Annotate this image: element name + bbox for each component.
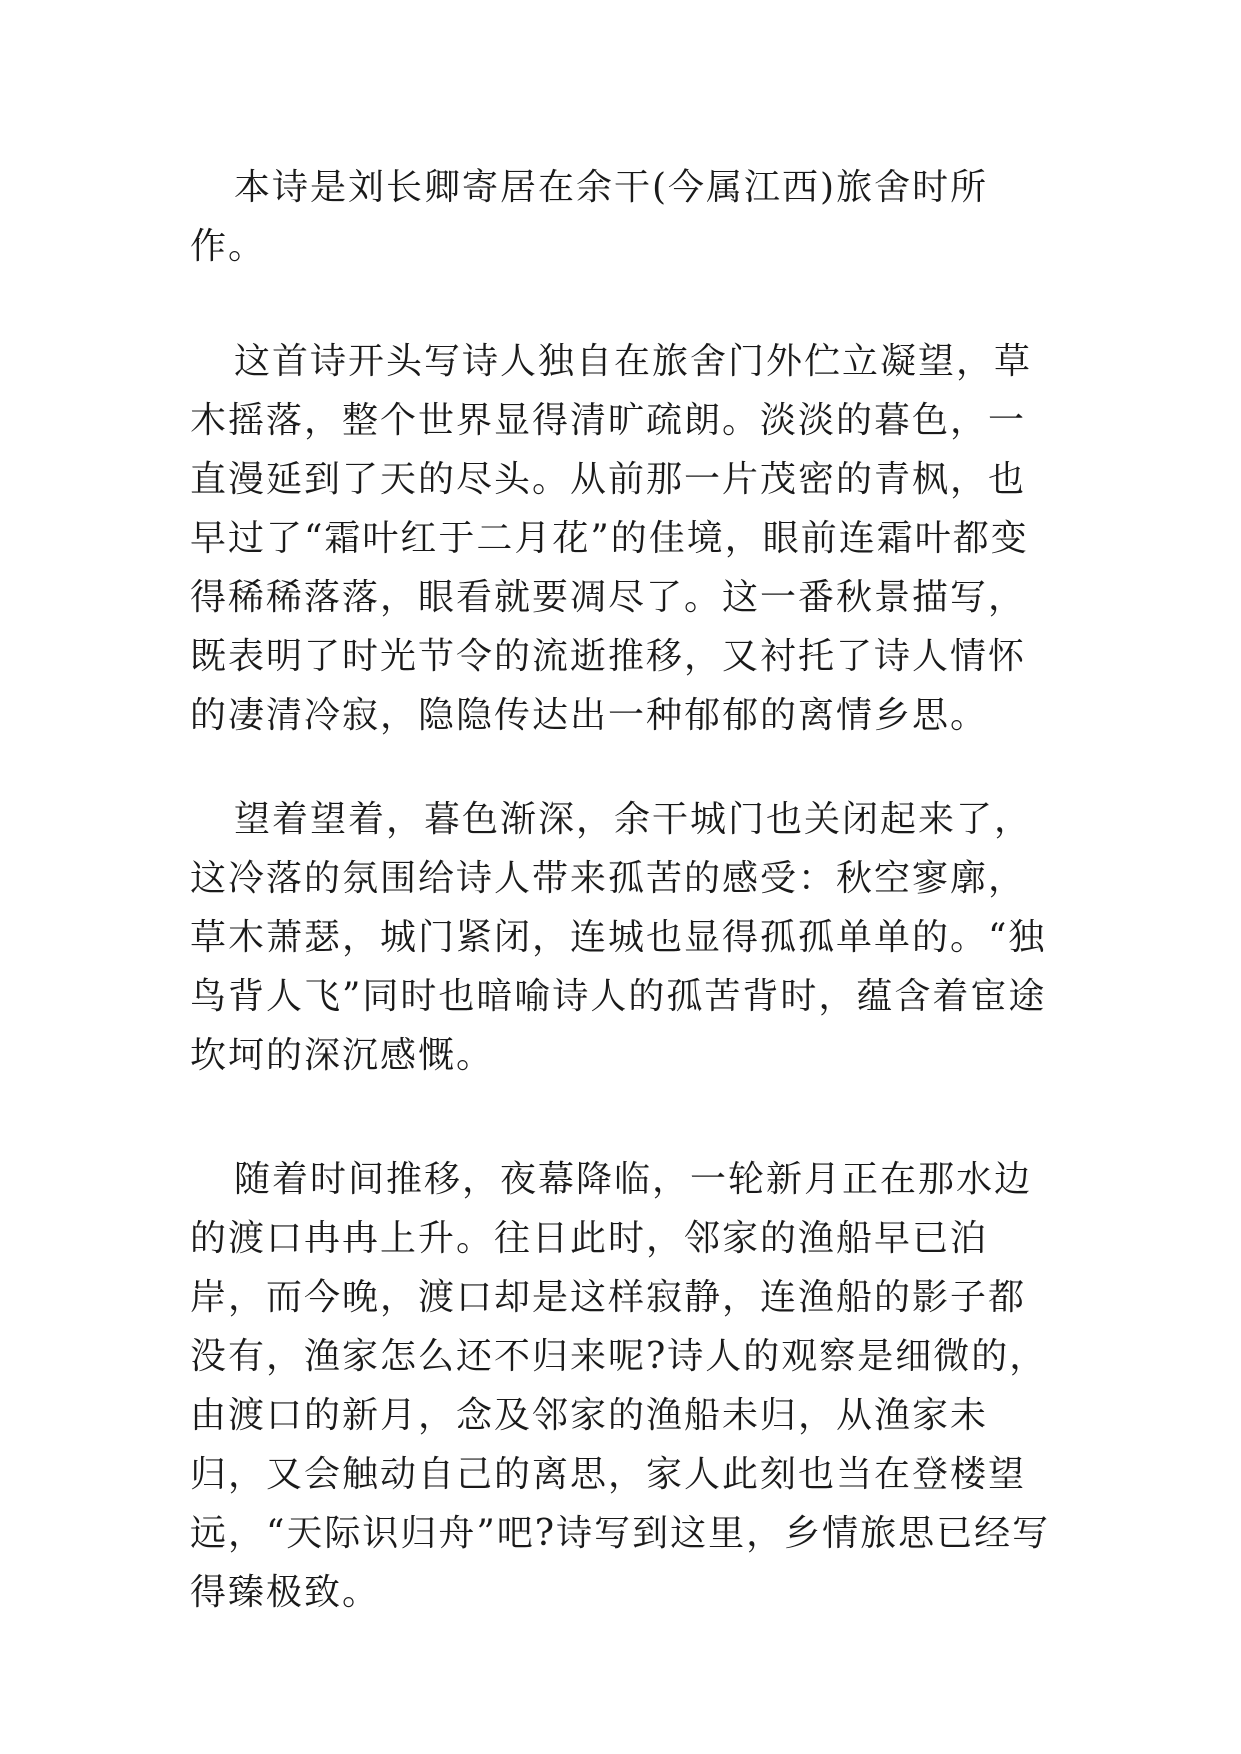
paragraph-2: 这首诗开头写诗人独自在旅舍门外伫立凝望，草木摇落，整个世界显得清旷疏朗。淡淡的暮色，一直漫延到了天的尽头。从前那一片茂密的青枫，也早过了“霜叶红于二月花”的佳境，眼前连霜叶都变得稀稀落落，眼看就要凋尽了。这一番秋景描写，既表明了时光节令的流逝推移，又衬托了诗人情怀的凄清冷寂，隐隐传达出一种郁郁的离情乡思。 (190, 341, 1033, 736)
paragraph-3: 望着望着，暮色渐深，余干城门也关闭起来了，这冷落的氛围给诗人带来孤苦的感受：秋空寥廓，草木萧瑟，城门紧闭，连城也显得孤孤单单的。“独鸟背人飞”同时也暗喻诗人的孤苦背时，蕴含着宦途坎坷的深沉感慨。 (190, 799, 1047, 1076)
paragraph-1: 本诗是刘长卿寄居在余干(今属江西)旅舍时所作。 (190, 167, 989, 267)
paragraph-4: 随着时间推移，夜幕降临，一轮新月正在那水边的渡口冉冉上升。往日此时，邻家的渔船早已泊岸，而今晚，渡口却是这样寂静，连渔船的影子都没有，渔家怎么还不归来呢?诗人的观察是细微的，由渡口的新月，念及邻家的渔船未归，从渔家未归，又会触动自己的离思，家人此刻也当在登楼望远，“天际识归舟”吧?诗写到这里，乡情旅思已经写得臻极致。 (190, 1159, 1051, 1613)
